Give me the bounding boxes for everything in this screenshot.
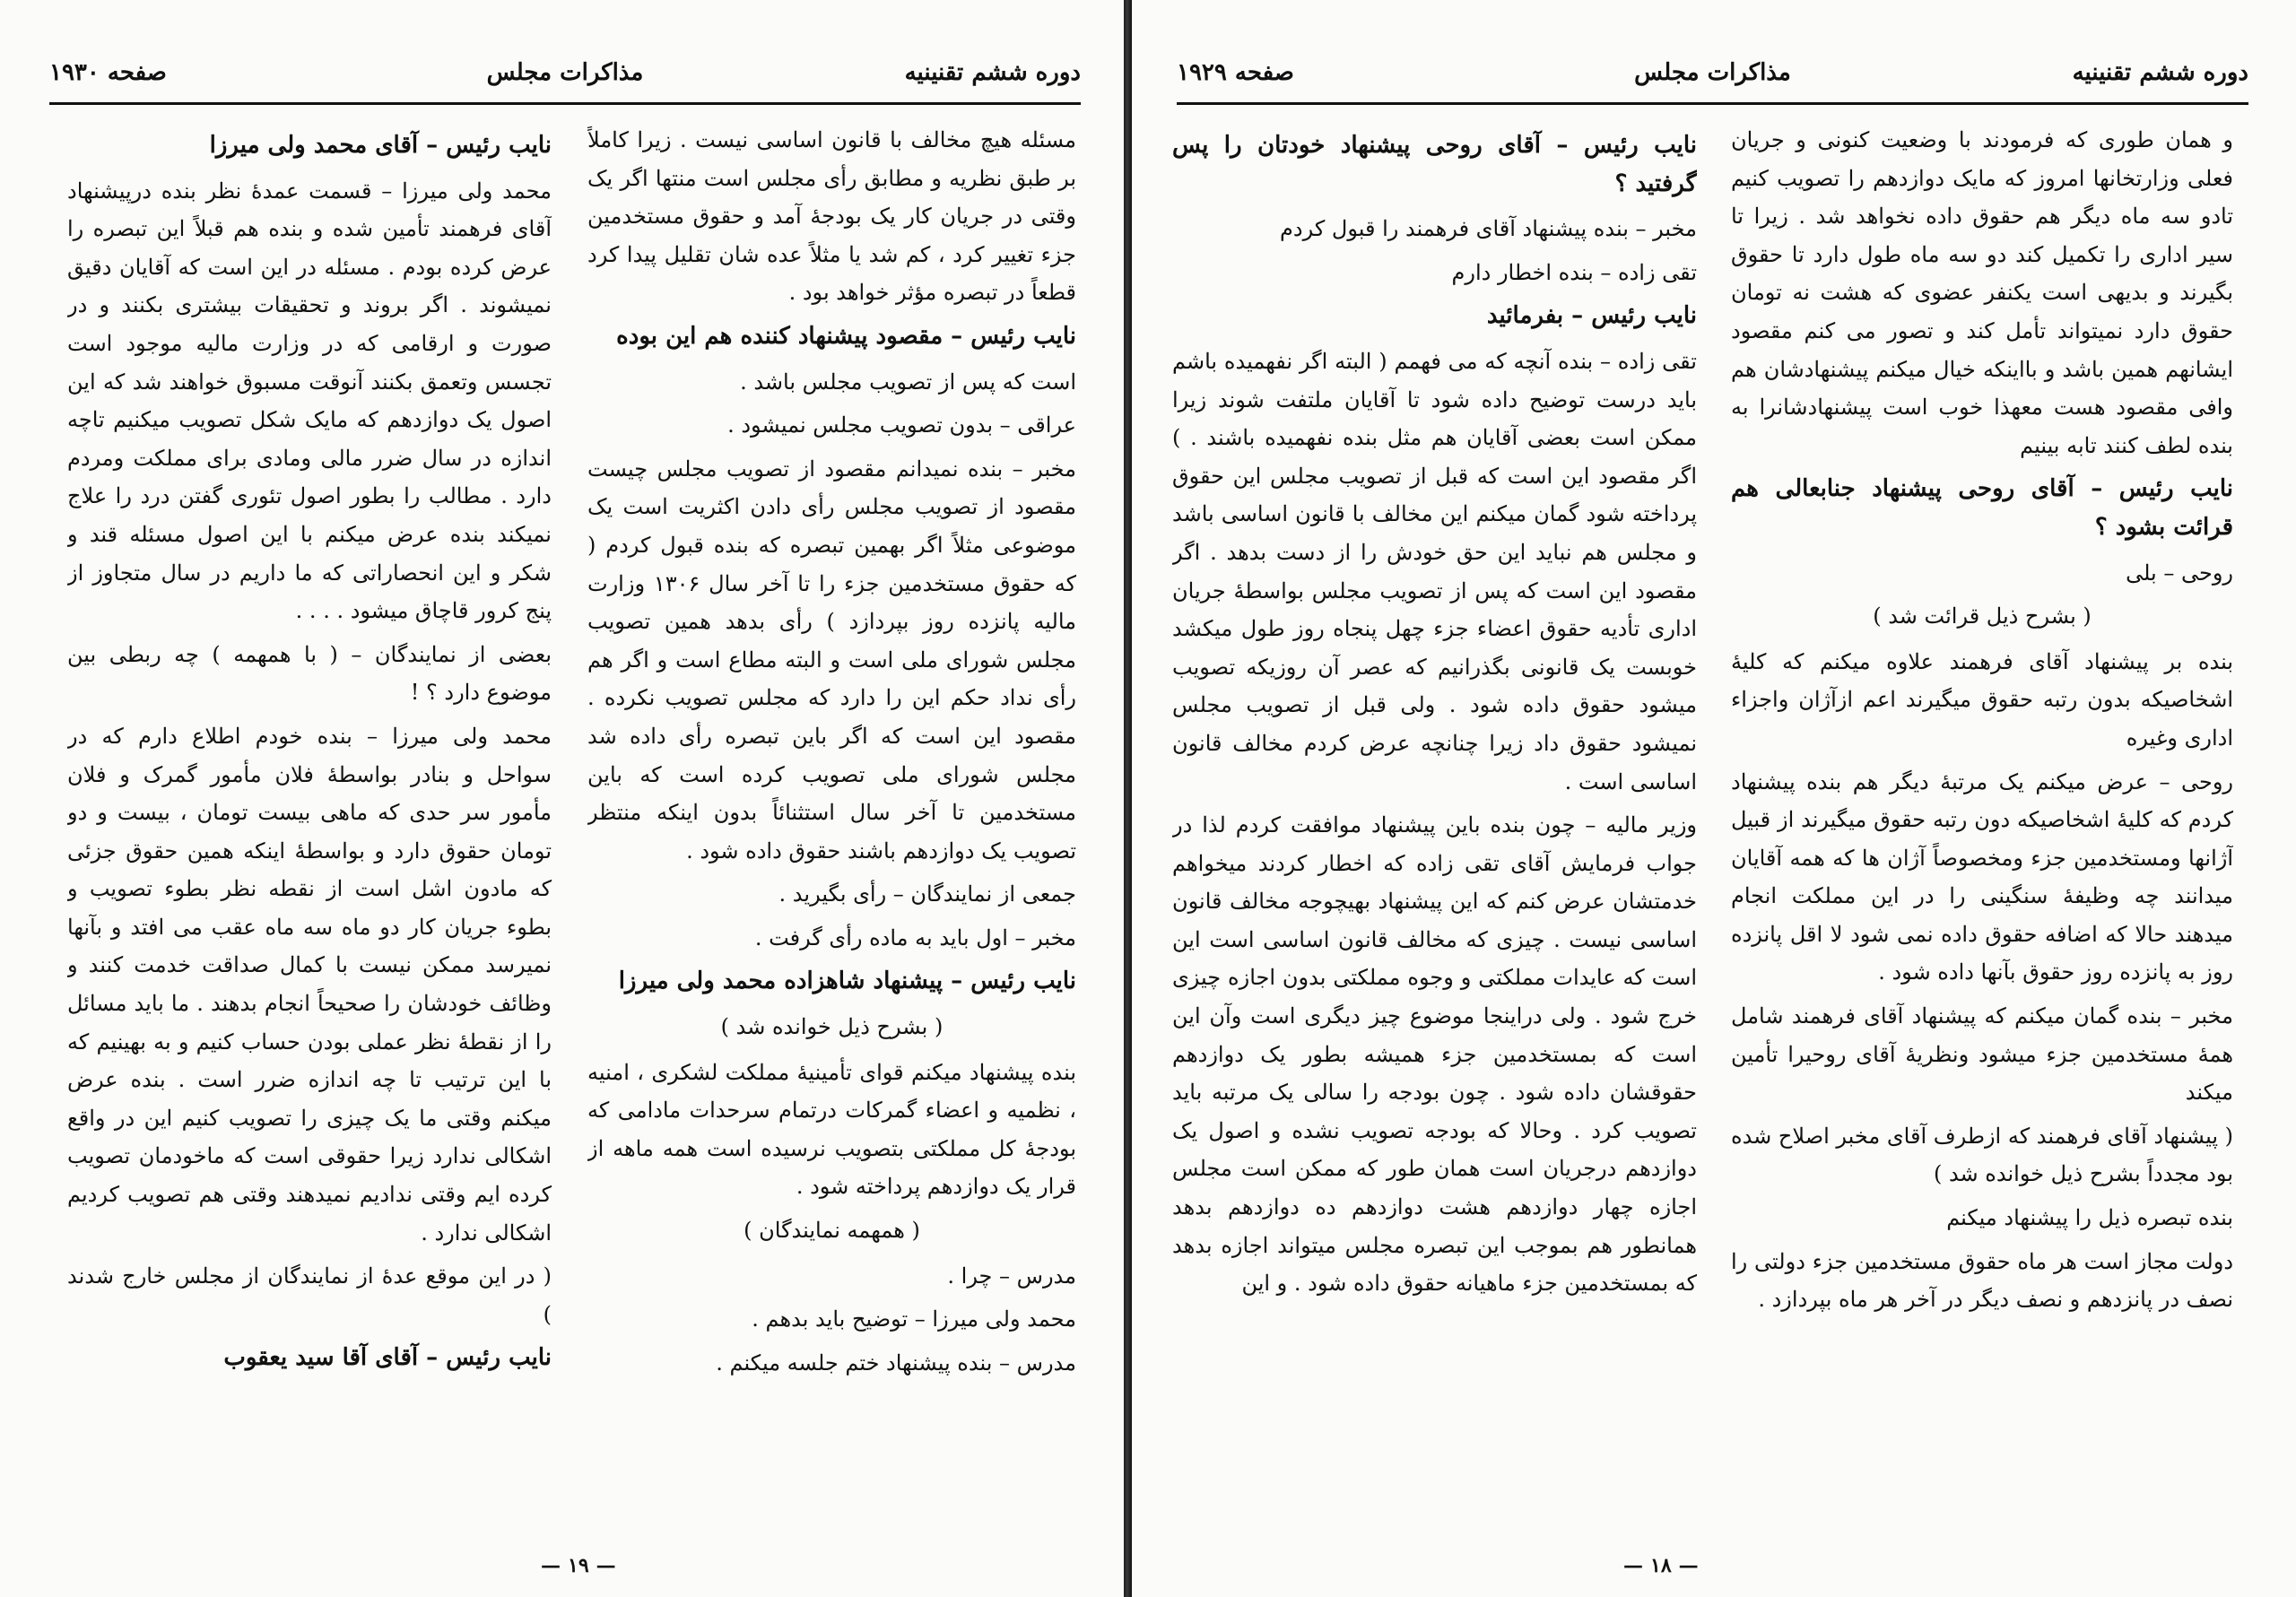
paragraph: تقی زاده – بنده آنچه که می فهمم ( البته اگر نفهمیده باشم باید درست توضیح داده شود تا آقایان ملتفت شوند زیرا ممکن است بعضی آقایان هم مثل بنده نفهمیده باشند . ) اگر مقصود این است که قبل از تصویب مجلس این حقوق پرداخته شود گمان میکنم این مخالف با قانون اساسی باشد و مجلس هم نباید این حق خودش را از دست بدهد . اگر مقصود این است که پس از تصویب مجلس بواسطهٔ جریان اداری تأدیه حقوق اعضاء جزء چهل پنجاه روز طول میکشد خوبست یک قانونی بگذرانیم که عصر آن روزیکه تصویب میشود حقوق داده شود . ولی قبل از تصویب مجلس نمیشود حقوق داد زیرا چنانچه عرض کردم مخالف قانون اساسی است . [1172,348,1697,794]
paragraph: تقی زاده – بنده اخطار دارم [1451,259,1697,285]
header-title: مذاکرات مجلس [1634,59,1791,86]
page-header [49,52,1081,106]
paragraph: مخبر – بنده پیشنهاد آقای فرهمند را قبول کردم [1280,216,1697,242]
stage-direction: ( بشرح ذیل قرائت شد ) [1873,603,2092,629]
paragraph: دولت مجاز است هر ماه حقوق مستخدمین جزء دولتی را نصف در پانزدهم و نصف دیگر در آخر هر ماه بپردازد . [1731,1248,2233,1313]
paragraph: ( در این موقع عدهٔ از نمایندگان از مجلس خارج شدند ) [67,1263,552,1327]
paragraph: بعضی از نمایندگان – ( با همهمه ) چه ربطی بین موضوع دارد ؟ ! [67,641,552,706]
speaker-heading: نایب رئیس – آقای محمد ولی میرزا [209,132,552,159]
stage-direction: ( بشرح ذیل خوانده شد ) [720,1014,944,1040]
folio-number: — ۱۹ — [534,1554,623,1577]
header-page-number: صفحه ۱۹۲۹ [1177,59,1294,86]
paragraph: بنده تبصره ذیل را پیشنهاد میکنم [1946,1205,2233,1231]
paragraph: روحی – عرض میکنم یک مرتبهٔ دیگر هم بنده پیشنهاد کردم که کلیهٔ اشخاصیکه دون رتبه حقوق میگیرند از قبیل آژانها ومستخدمین جزء ومخصوصاً آژان ها که همه آقایان میدانند چه وظیفهٔ سنگینی را در این مملکت انجام میدهند حالا که اضافه حقوق داده نمی شود لا اقل پانزده روز به پانزده روز حقوق بآنها داده شود . [1731,768,2233,985]
page-header [1177,52,2248,106]
paragraph: محمد ولی میرزا – توضیح باید بدهم . [752,1306,1076,1332]
book-spine [1124,0,1132,1597]
header-title: مذاکرات مجلس [486,59,644,86]
header-page-number: صفحه ۱۹۳۰ [49,59,167,86]
paragraph: مخبر – اول باید به ماده رأی گرفت . [754,924,1076,950]
paragraph: و همان طوری که فرمودند با وضعیت کنونی و جریان فعلی وزارتخانها امروز که مایک دوازدهم را تصویب کنیم تادو سه ماه دیگر هم حقوق داده نخواهد شد . زیرا تا سیر اداری را تکمیل کند دو سه ماه طول دارد تا حقوق بگیرند و بدیهی است یکنفر عضوی که هشت نه تومان حقوق دارد نمیتواند تأمل کند و تصور می کنم مقصود ایشانهم همین باشد و بااینکه خیال میکنم پیشنهادشان هم وافی مقصود هست معهذا خوب است پیشنهادشانرا به بنده لطف کنند تابه بینیم [1731,127,2233,458]
paragraph: محمد ولی میرزا – بنده خودم اطلاع دارم که در سواحل و بنادر بواسطهٔ فلان مأمور گمرک و فلان مأمور سر حدی که ماهی بیست تومان ، بیست و دو تومان حقوق دارد و بواسطهٔ اینکه همین حقوق جزئی که مادون اشل است از نقطه نظر بطوء تصویب و بطوء جریان کار دو ماه سه ماه عقب می افتد و بآنها نمیرسد ممکن نیست با کمال صداقت خدمت کنند و وظائف خودشان را صحیحاً انجام بدهند . ما باید مسائل را از نقطهٔ نظر عملی بودن حساب کنیم و به بهینیم که با این ترتیب تا چه اندازه ضرر است . بنده عرض میکنم وقتی ما یک چیزی را تصویب کنیم این در واقع اشکالی ندارد زیرا حقوقی است که ماخودمان تصویب کرده ایم وقتی ندادیم نمیدهند وقتی هم تصویب کردیم اشکالی ندارد . [67,723,552,1245]
speaker-heading: نایب رئیس – بفرمائید [1486,302,1697,330]
paragraph: جمعی از نمایندگان – رأی بگیرید . [778,881,1076,907]
paragraph: مخبر – بنده گمان میکنم که پیشنهاد آقای فرهمند شامل همهٔ مستخدمین جزء میشود ونظریهٔ آقای روحیرا تأمین میکند [1731,1003,2233,1106]
header-rule [49,102,1081,105]
paragraph: محمد ولی میرزا – قسمت عمدهٔ نظر بنده درپیشنهاد آقای فرهمند تأمین شده و بنده هم قبلاً این تبصره را عرض کرده بودم . مسئله در این است که آقایان دقیق نمیشوند . اگر بروند و تحقیقات بیشتری بکنند و در صورت و ارقامی که در وزارت مالیه موجود است تجسس وتعمق بکنند آنوقت مسبوق خواهند شد که این اصول یک دوازدهم که مایک شکل تصویب میکنیم تاچه اندازه در سال ضرر مالی ومادی برای مملکت ومردم دارد . مطالب را بطور اصول تئوری گفتن درد را علاج نمیکند بنده عرض میکنم با این اصول مسئله قند و شکر و این انحصاراتی که ما داریم در سال متجاوز از پنج کرور قاچاق میشود . . . . [67,178,552,624]
text-column [1172,121,1697,1502]
right-page [1132,0,2296,1597]
paragraph: بنده پیشنهاد میکنم قوای تأمینیهٔ مملکت لشکری ، امنیه ، نظمیه و اعضاء گمرکات درتمام سرحدات مادامی که بودجهٔ کل مملکتی بتصویب نرسیده است همه ماهه از قرار یک دوازدهم پرداخته شود . [587,1059,1076,1200]
paragraph: مدرس – بنده پیشنهاد ختم جلسه میکنم . [716,1350,1076,1376]
text-column [587,121,1076,1502]
speaker-heading: نایب رئیس – آقای روحی پیشنهاد جنابعالی هم قرائت بشود ؟ [1731,475,2233,541]
header-rule [1177,102,2248,105]
paragraph: مخبر – بنده نمیدانم مقصود از تصویب مجلس چیست مقصود از تصویب مجلس رأی دادن اکثریت است یک موضوعی مثلاً اگر بهمین تبصره که بنده قبول کردم ( که حقوق مستخدمین جزء را تا آخر سال ۱۳۰۶ وزارت مالیه پانزده روز بپردازد ) رأی بدهد همین تصویب مجلس شورای ملی است و البته مطاع است و اگر هم رأی نداد حکم این را دارد که مجلس تصویب نکرده . مقصود این است که اگر باین تبصره رأی داده شد مجلس شورای ملی تصویب کرده است که باین مستخدمین تا آخر سال استثنائاً بدون اینکه منتظر تصویب یک دوازدهم باشند حقوق داده شود . [587,456,1076,864]
speaker-heading: نایب رئیس – آقای آقا سید یعقوب [223,1344,552,1372]
paragraph: است که پس از تصویب مجلس باشد . [740,369,1076,395]
text-column [67,121,552,1502]
speaker-heading: نایب رئیس – پیشنهاد شاهزاده محمد ولی میرزا [618,968,1076,995]
speaker-heading: نایب رئیس – آقای روحی پیشنهاد خودتان را پس گرفتید ؟ [1172,132,1697,197]
left-page [0,0,1124,1597]
paragraph: عراقی – بدون تصویب مجلس نمیشود . [727,412,1076,438]
paragraph: بنده بر پیشنهاد آقای فرهمند علاوه میکنم که کلیهٔ اشخاصیکه بدون رتبه حقوق میگیرند اعم ازآژان واجزاء اداری وغیره [1731,648,2233,751]
folio-number: — ۱۸ — [1616,1554,1706,1577]
paragraph: مدرس – چرا . [947,1263,1076,1289]
speaker-heading: نایب رئیس – مقصود پیشنهاد کننده هم این بوده [616,322,1076,350]
header-session: دوره ششم تقنینیه [2072,59,2248,86]
paragraph: ( پیشنهاد آقای فرهمند که ازطرف آقای مخبر اصلاح شده بود مجدداً بشرح ذیل خوانده شد ) [1731,1123,2233,1187]
stage-direction: ( همهمه نمایندگان ) [744,1218,920,1244]
paragraph: وزیر مالیه – چون بنده باین پیشنهاد موافقت کردم لذا در جواب فرمایش آقای تقی زاده که اخطار کردند میخواهم خدمتشان عرض کنم که این پیشنهاد بهیچوجه مخالف قانون اساسی نیست . چیزی که مخالف قانون اساسی است این است که عایدات مملکتی و وجوه مملکتی بدون اجازه چیزی خرج شود . ولی دراینجا موضوع چیز دیگری است وآن این است که بمستخدمین جزء همیشه بطور یک دوازدهم حقوقشان داده شود . چون بودجه را سالی یک مرتبه باید تصویب کرد . وحالا که بودجه تصویب نشده و اصول یک دوازدهم درجریان است همان طور که ممکن است مجلس اجازه چهار دوازدهم هشت دوازدهم ده دوازدهم بدهد همانطور هم بموجب این تبصره مجلس میتواند اجازه بدهد که بمستخدمین جزء ماهیانه حقوق داده شود . و این [1172,812,1697,1297]
paragraph: روحی – بلی [2126,560,2233,586]
text-column [1731,121,2233,1502]
header-session: دوره ششم تقنینیه [904,59,1081,86]
paragraph: مسئله هیچ مخالف با قانون اساسی نیست . زیرا کاملاً بر طبق نظریه و مطابق رأی مجلس است منتها اگر یک وقتی در جریان کار یک بودجهٔ آمد و حقوق مستخدمین جزء تغییر کرد ، کم شد یا مثلاً عده شان تقلیل پیدا کرد قطعاً در تبصره مؤثر خواهد بود . [587,127,1076,306]
